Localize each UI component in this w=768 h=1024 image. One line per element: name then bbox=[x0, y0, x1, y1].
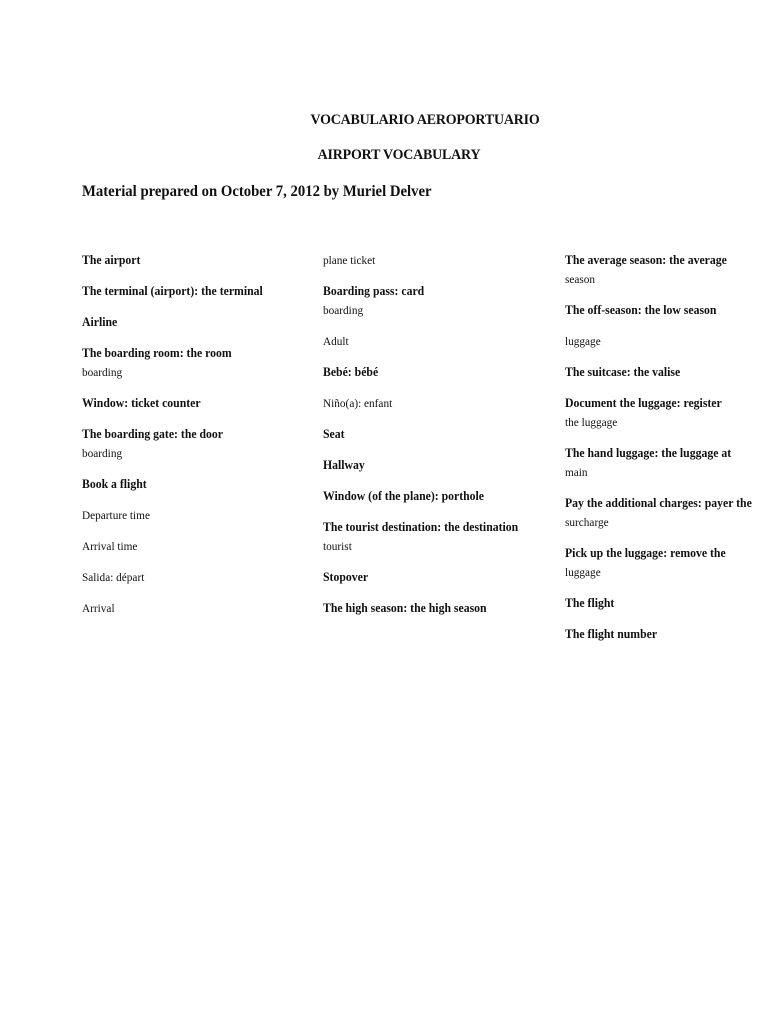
vocab-entry-line: Airline bbox=[82, 315, 118, 329]
vocab-entry bbox=[323, 251, 558, 270]
vocab-entry bbox=[82, 282, 317, 301]
vocab-entry bbox=[82, 475, 317, 494]
vocab-entry-line: The average season: the average bbox=[565, 253, 727, 267]
vocab-entry bbox=[82, 313, 317, 332]
vocab-entry bbox=[323, 363, 558, 382]
vocab-entry bbox=[565, 301, 762, 320]
vocab-entry-line: Book a flight bbox=[82, 477, 147, 491]
vocab-entry bbox=[323, 518, 558, 556]
vocab-entry-line: Document the luggage: register bbox=[565, 396, 722, 410]
vocab-entry bbox=[323, 456, 558, 475]
vocab-entry-line: The suitcase: the valise bbox=[565, 365, 681, 379]
vocab-entry bbox=[323, 332, 558, 351]
vocab-entry-line: The flight number bbox=[565, 627, 658, 641]
vocab-entry bbox=[82, 394, 317, 413]
vocab-entry bbox=[323, 394, 558, 413]
vocab-entry-line: The off-season: the low season bbox=[565, 303, 717, 317]
vocab-entry bbox=[323, 425, 558, 444]
vocab-entry bbox=[82, 251, 317, 270]
vocab-entry-line: The terminal (airport): the terminal bbox=[82, 284, 263, 298]
vocab-entry bbox=[323, 487, 558, 506]
vocab-entry-line: plane ticket bbox=[323, 253, 376, 267]
vocab-entry bbox=[82, 425, 317, 463]
vocab-entry-continuation: luggage bbox=[565, 565, 601, 579]
vocab-entry-line: Pay the additional charges: payer the bbox=[565, 496, 752, 510]
vocab-entry-continuation: season bbox=[565, 272, 596, 286]
vocab-entry bbox=[82, 537, 317, 556]
vocab-entry-line: The flight bbox=[565, 596, 615, 610]
vocab-entry-line: Boarding pass: card bbox=[323, 284, 425, 298]
vocab-entry bbox=[323, 599, 558, 618]
vocab-entry bbox=[82, 344, 317, 382]
vocab-entry-continuation: boarding bbox=[82, 446, 123, 460]
vocab-entry-line: The airport bbox=[82, 253, 141, 267]
vocab-entry-line: Arrival time bbox=[82, 539, 138, 553]
vocab-entry bbox=[565, 494, 762, 532]
vocab-entry bbox=[82, 568, 317, 587]
vocab-entry-line: Niño(a): enfant bbox=[323, 396, 393, 410]
vocab-entry-line: Window: ticket counter bbox=[82, 396, 201, 410]
vocab-column-3 bbox=[565, 251, 768, 656]
vocab-entry-line: The tourist destination: the destination bbox=[323, 520, 519, 534]
vocab-entry-continuation: boarding bbox=[323, 303, 364, 317]
vocab-entry-continuation: boarding bbox=[82, 365, 123, 379]
vocab-column-2 bbox=[323, 251, 573, 630]
vocab-entry-line: Stopover bbox=[323, 570, 369, 584]
vocab-entry-continuation: the luggage bbox=[565, 415, 618, 429]
vocab-entry bbox=[565, 544, 762, 582]
vocab-entry-line: Bebé: bébé bbox=[323, 365, 379, 379]
vocab-entry-line: luggage bbox=[565, 334, 601, 348]
vocab-column-1 bbox=[82, 251, 332, 630]
vocab-entry bbox=[82, 506, 317, 525]
vocab-entry bbox=[565, 594, 762, 613]
vocab-entry-continuation: surcharge bbox=[565, 515, 609, 529]
vocab-entry bbox=[565, 394, 762, 432]
vocab-entry-line: Salida: départ bbox=[82, 570, 145, 584]
vocab-entry-line: The hand luggage: the luggage at bbox=[565, 446, 732, 460]
vocab-entry bbox=[82, 599, 317, 618]
vocab-entry-line: Pick up the luggage: remove the bbox=[565, 546, 726, 560]
vocab-entry-line: The boarding gate: the door bbox=[82, 427, 223, 441]
vocab-entry bbox=[323, 568, 558, 587]
vocab-entry bbox=[323, 282, 558, 320]
vocab-entry-line: Hallway bbox=[323, 458, 365, 472]
document-title-spanish: VOCABULARIO AEROPORTUARIO bbox=[310, 112, 540, 128]
vocab-entry bbox=[565, 625, 762, 644]
document-meta-line: Material prepared on October 7, 2012 by Muriel Delver bbox=[82, 183, 432, 200]
vocab-entry-continuation: main bbox=[565, 465, 588, 479]
vocab-entry bbox=[565, 363, 762, 382]
vocab-entry-line: The boarding room: the room bbox=[82, 346, 232, 360]
document-title-english: AIRPORT VOCABULARY bbox=[317, 147, 481, 163]
vocab-entry-line: The high season: the high season bbox=[323, 601, 487, 615]
vocab-entry-line: Seat bbox=[323, 427, 345, 441]
vocab-entry bbox=[565, 332, 762, 351]
vocab-entry-line: Departure time bbox=[82, 508, 150, 522]
vocab-entry bbox=[565, 251, 762, 289]
vocab-entry-line: Window (of the plane): porthole bbox=[323, 489, 485, 503]
vocab-entry-line: Arrival bbox=[82, 601, 115, 615]
vocab-entry-line: Adult bbox=[323, 334, 349, 348]
vocab-entry bbox=[565, 444, 762, 482]
vocab-entry-continuation: tourist bbox=[323, 539, 352, 553]
